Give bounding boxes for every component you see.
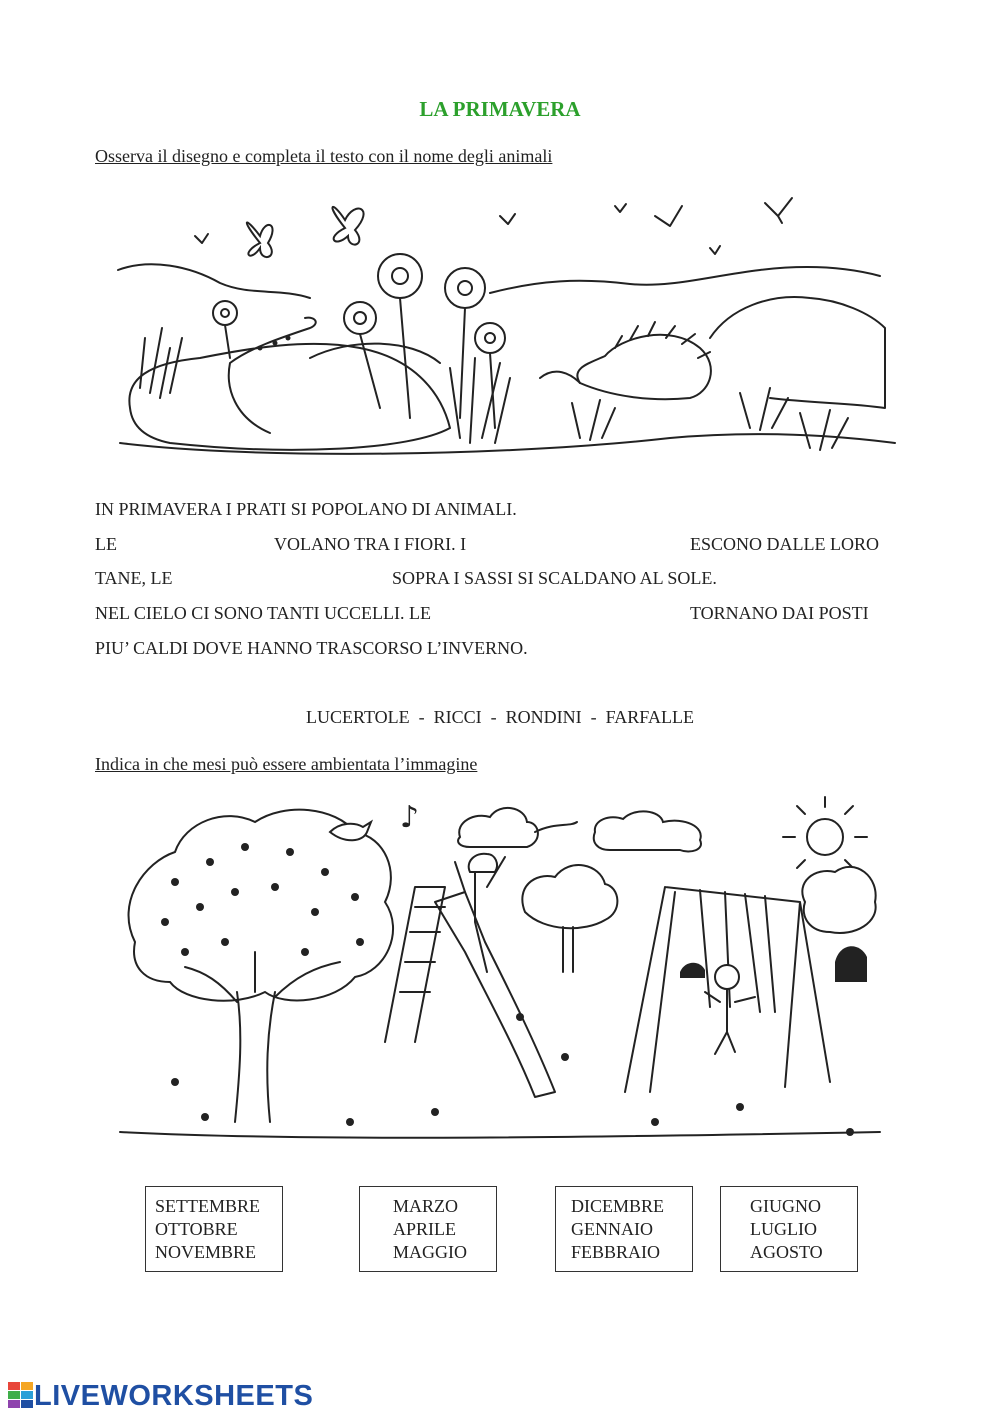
text-segment: ESCONO DALLE LORO [690, 534, 879, 554]
month-label: LUGLIO [750, 1219, 817, 1239]
hill-outline [118, 264, 310, 298]
flower [213, 301, 237, 358]
child-on-slide [469, 854, 497, 872]
text-line-2 [0, 534, 1000, 558]
month-label: GIUGNO [750, 1196, 821, 1216]
text-line-3 [0, 568, 1000, 592]
meadow-illustration [110, 188, 900, 478]
cloud [594, 811, 701, 851]
month-label: MARZO [393, 1196, 459, 1216]
month-label: GENNAIO [571, 1219, 653, 1239]
butterfly [332, 207, 363, 245]
child-on-swing [715, 965, 739, 989]
month-box-spring[interactable] [359, 1186, 497, 1272]
instruction-months: Indica in che mesi può essere ambientata l’immagine [95, 754, 478, 774]
word-bank: LUCERTOLE - RICCI - RONDINI - FARFALLE [306, 707, 694, 727]
text-line-1: IN PRIMAVERA I PRATI SI POPOLANO DI ANIMALI. [95, 499, 517, 519]
rock-crack [310, 344, 440, 363]
flower [475, 323, 505, 428]
park-illustration [115, 792, 885, 1152]
instruction-observe: Osserva il disegno e completa il testo con il nome degli animali [95, 146, 553, 166]
slide-ladder [385, 887, 445, 1042]
lizard [229, 318, 316, 433]
background-tree [522, 865, 617, 928]
butterfly [247, 222, 273, 257]
text-segment: LE [95, 534, 117, 554]
text-line-5: PIU’ CALDI DOVE HANNO TRASCORSO L’INVERNO. [95, 638, 528, 658]
bird [615, 204, 626, 212]
sun-icon [807, 819, 843, 855]
grass-clump [140, 328, 182, 398]
background-tree [802, 867, 875, 933]
answer-field-4[interactable] [474, 603, 688, 629]
month-box-winter[interactable] [555, 1186, 693, 1272]
liveworksheets-logo [8, 1378, 313, 1414]
text-segment: VOLANO TRA I FIORI. I [274, 534, 467, 554]
bird [765, 198, 792, 223]
month-label: OTTOBRE [155, 1219, 238, 1239]
text-segment: NEL CIELO CI SONO TANTI UCCELLI. LE [95, 603, 432, 623]
logo-icon [8, 1382, 34, 1410]
answer-field-2[interactable] [492, 534, 686, 560]
bird [655, 206, 682, 226]
month-box-summer[interactable] [720, 1186, 858, 1272]
month-label: APRILE [393, 1219, 456, 1239]
lizard-spot [258, 346, 263, 351]
music-note-icon: ♪ [400, 800, 420, 835]
grass-clump [450, 358, 510, 443]
cloud [458, 808, 538, 847]
month-label: SETTEMBRE [155, 1196, 261, 1216]
bird [500, 214, 515, 224]
answer-field-1[interactable] [125, 534, 269, 560]
ground-line [120, 434, 895, 454]
text-line-4 [0, 603, 1000, 627]
hill-outline [490, 267, 880, 293]
month-label: MAGGIO [393, 1242, 467, 1262]
logo-text: LIVEWORKSHEETS [34, 1379, 314, 1412]
bird [195, 234, 208, 243]
hedgehog-tail [540, 372, 580, 383]
grass-clump [800, 410, 848, 450]
ground-line [120, 1132, 880, 1138]
hedgehog [540, 322, 711, 399]
page-title: LA PRIMAVERA [419, 97, 581, 121]
text-segment: SOPRA I SASSI SI SCALDANO AL SOLE. [392, 568, 717, 588]
ground-flowers [171, 1013, 854, 1136]
bush [835, 946, 867, 982]
flower [344, 302, 380, 408]
swing-chains [700, 890, 775, 1012]
text-segment: TANE, LE [95, 568, 173, 588]
text-segment: TORNANO DAI POSTI [690, 603, 869, 623]
month-label: FEBBRAIO [571, 1242, 661, 1262]
month-box-autumn[interactable] [145, 1186, 283, 1272]
answer-field-3[interactable] [186, 568, 390, 594]
wind-lines [535, 822, 577, 832]
month-label: DICEMBRE [571, 1196, 665, 1216]
month-label: AGOSTO [750, 1242, 823, 1262]
bird [710, 246, 720, 254]
flower [378, 254, 422, 418]
slide [435, 892, 555, 1097]
month-label: NOVEMBRE [155, 1242, 257, 1262]
bush [680, 963, 705, 978]
cliff [710, 297, 885, 408]
lizard-spot [286, 336, 291, 341]
lizard-spot [273, 341, 278, 346]
